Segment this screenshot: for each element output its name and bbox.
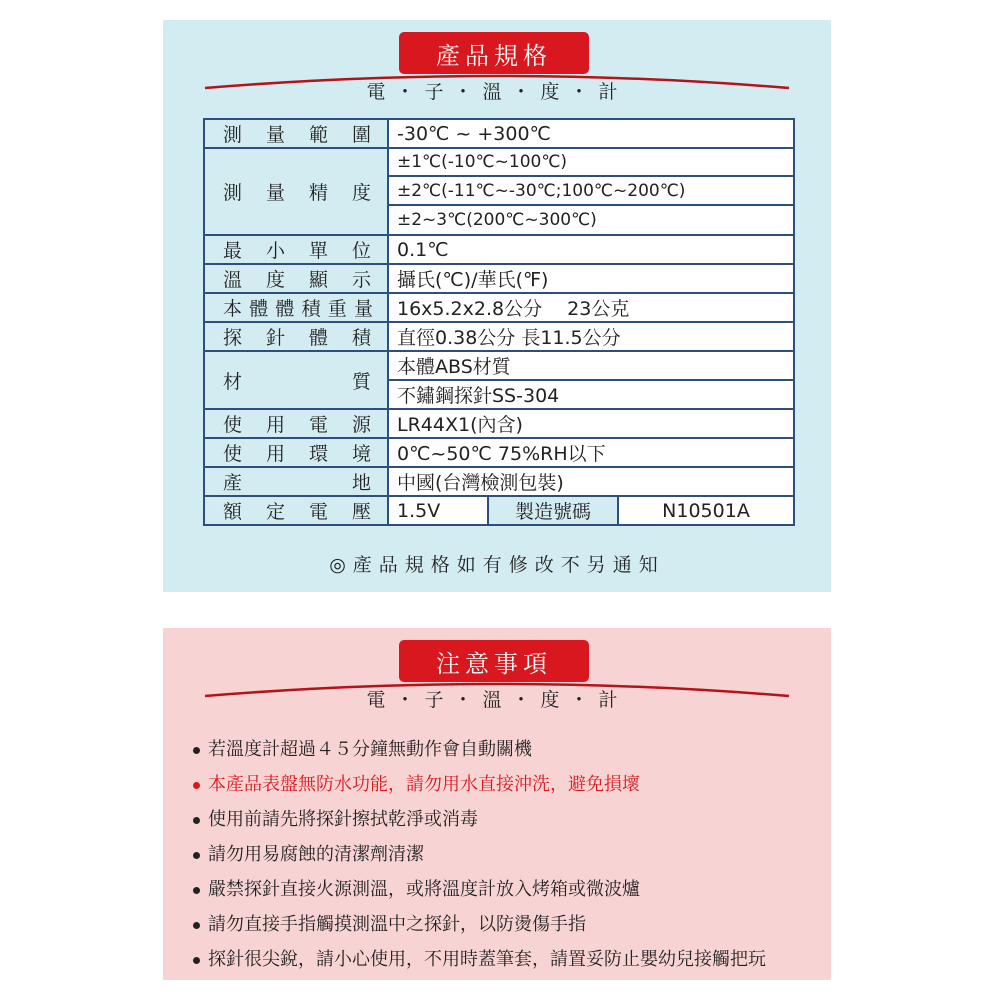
bullet-icon [193,817,200,824]
spec-value: ±2℃(-11℃~-30℃;100℃~200℃) [388,176,794,205]
spec-value: LR44X1(內含) [388,409,794,438]
bullet-icon [193,852,200,859]
spec-label: 使用環境 [204,438,388,467]
spec-row-env [204,438,794,467]
list-item: 若溫度計超過４５分鐘無動作會自動關機 [193,732,766,767]
spec-value: 中國(台灣檢測包裝) [388,467,794,496]
bullet-icon [193,957,200,964]
spec-label: 探針體積 [204,322,388,351]
list-item: 探針很尖銳，請小心使用，不用時蓋筆套，請置妥防止嬰幼兒接觸把玩 [193,942,766,977]
spec-label: 測量精度 [204,148,388,235]
spec-row-range [204,119,794,148]
spec-row-display [204,264,794,293]
spec-value: 攝氏(℃)/華氏(℉) [388,264,794,293]
notice-title: 注意事項 [399,640,589,682]
spec-row-probe [204,322,794,351]
spec-label: 使用電源 [204,409,388,438]
spec-subtitle: 電・子・溫・度・計 [366,81,628,103]
spec-label: 產地 [204,467,388,496]
spec-title: 產品規格 [399,32,589,74]
spec-value: 不鏽鋼探針SS-304 [388,380,794,409]
spec-value: ±2~3℃(200℃~300℃) [388,205,794,235]
serial-label: 製造號碼 [488,496,618,525]
spec-panel [163,20,831,592]
spec-table [203,118,795,526]
spec-value: -30℃ ~ +300℃ [388,119,794,148]
notice-panel [163,628,831,980]
spec-footnote: ◎產品規格如有修改不另通知 [329,554,665,576]
spec-row-unit [204,235,794,264]
spec-row-size [204,293,794,322]
spec-row-power [204,409,794,438]
spec-row-accuracy [204,148,794,176]
spec-row-origin [204,467,794,496]
bullet-icon [193,922,200,929]
spec-label: 溫度顯示 [204,264,388,293]
spec-value: 1.5V [388,496,488,525]
bullet-icon [193,747,200,754]
notice-subtitle: 電・子・溫・度・計 [366,689,628,711]
spec-value: 0.1℃ [388,235,794,264]
spec-value: 本體ABS材質 [388,351,794,380]
list-item: 嚴禁探針直接火源測溫，或將溫度計放入烤箱或微波爐 [193,872,766,907]
spec-row-material [204,351,794,380]
spec-value: 0℃~50℃ 75%RH以下 [388,438,794,467]
serial-value: N10501A [618,496,794,525]
list-item: 本產品表盤無防水功能，請勿用水直接沖洗，避免損壞 [193,767,766,802]
bullet-icon [193,887,200,894]
spec-value: 直徑0.38公分 長11.5公分 [388,322,794,351]
list-item: 請勿用易腐蝕的清潔劑清潔 [193,837,766,872]
spec-label: 材質 [204,351,388,409]
bullet-icon [193,782,200,789]
spec-label: 本體體積重量 [204,293,388,322]
list-item: 使用前請先將探針擦拭乾淨或消毒 [193,802,766,837]
spec-label: 額定電壓 [204,496,388,525]
list-item: 請勿直接手指觸摸測溫中之探針，以防燙傷手指 [193,907,766,942]
notice-list [193,732,766,977]
spec-row-voltage [204,496,794,525]
spec-value: 16x5.2x2.8公分 23公克 [388,293,794,322]
spec-value: ±1℃(-10℃~100℃) [388,148,794,176]
spec-label: 測量範圍 [204,119,388,148]
spec-label: 最小單位 [204,235,388,264]
